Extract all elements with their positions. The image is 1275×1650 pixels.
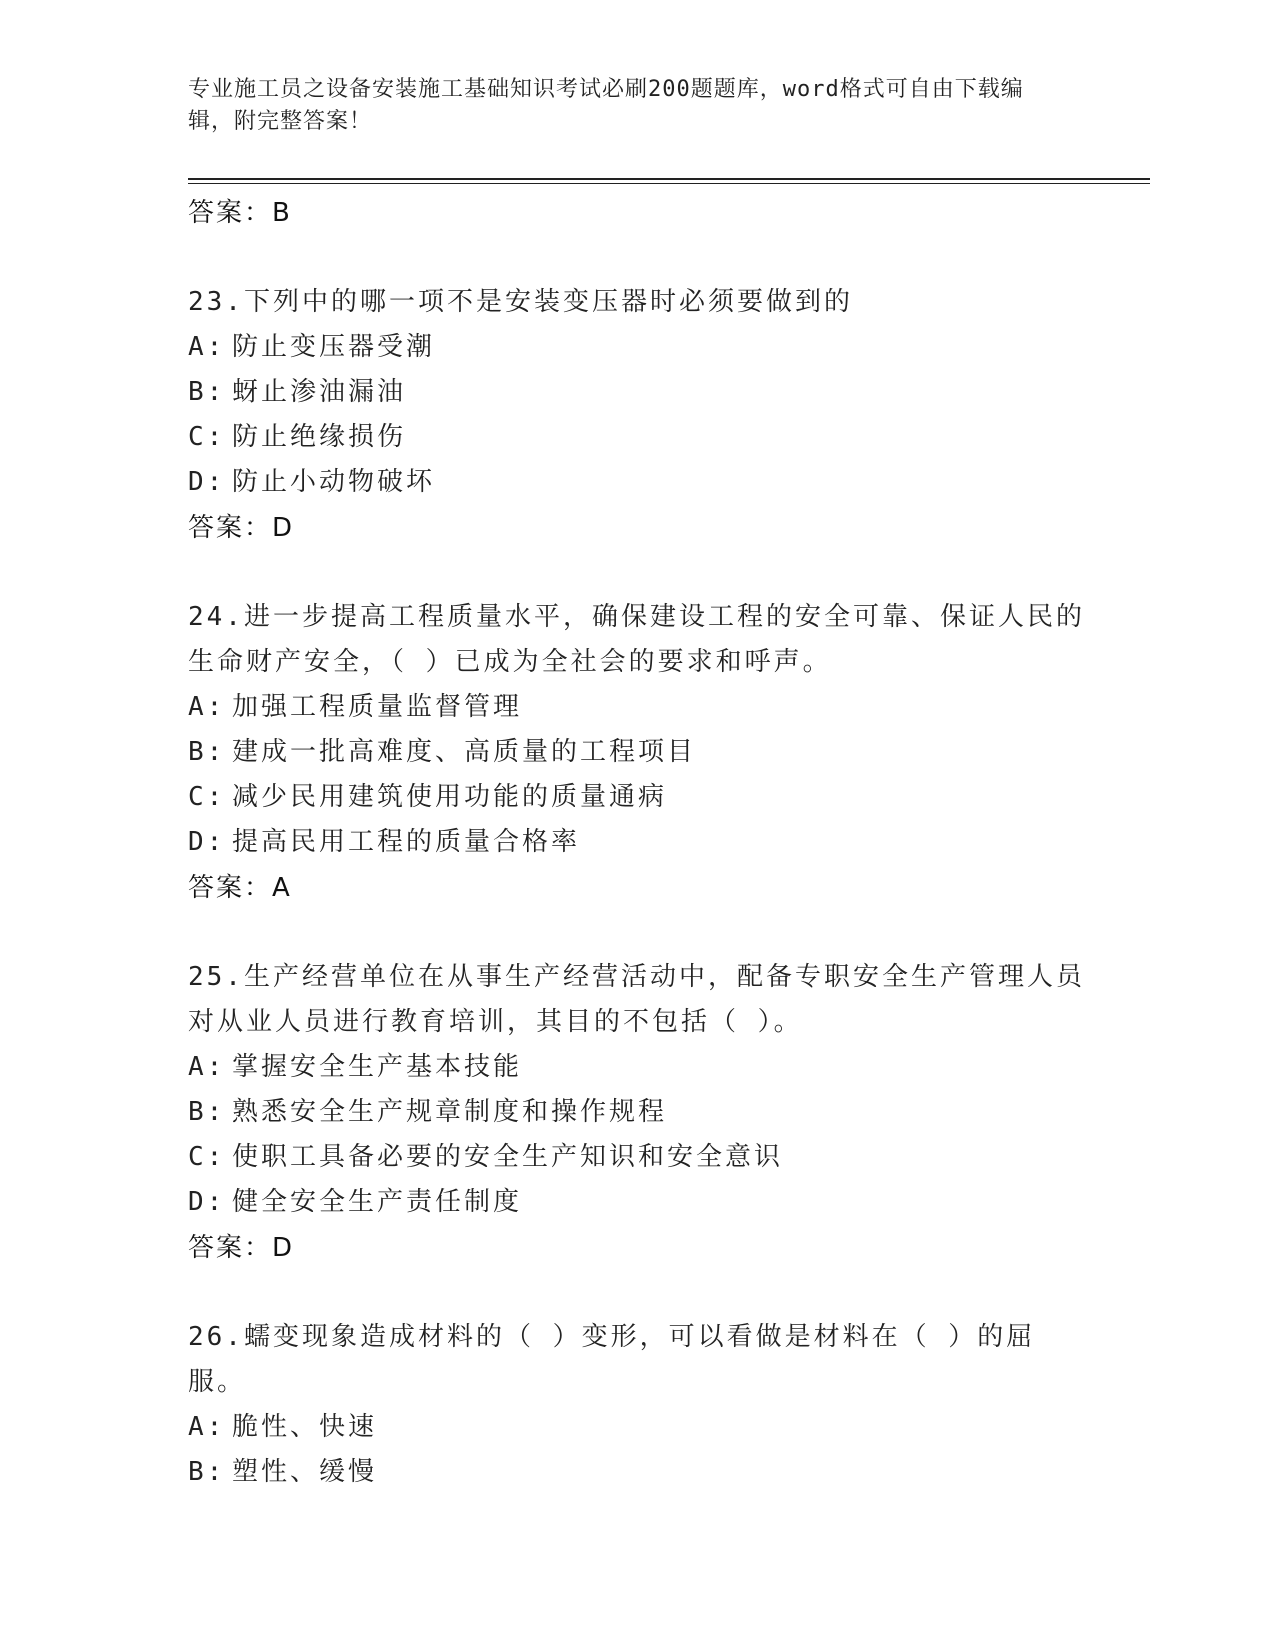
question-text: 26.蠕变现象造成材料的（ ）变形，可以看做是材料在（ ）的屈服。 — [188, 1322, 1036, 1397]
option-d — [188, 1180, 1088, 1225]
answer-label: 答案： — [188, 513, 273, 543]
option-c — [188, 1135, 1088, 1180]
answer-label: 答案： — [188, 198, 273, 228]
question-block — [188, 595, 1088, 911]
option-a — [188, 1045, 1088, 1090]
document-header: 专业施工员之设备安装施工基础知识考试必刷200题题库，word格式可自由下载编辑，附完整答案！ — [188, 77, 1024, 134]
answer-value: A — [272, 873, 292, 903]
answer-value: B — [272, 198, 292, 228]
option-d — [188, 820, 1088, 865]
header-divider-thin — [188, 183, 1150, 184]
option-text: 建成一批高难度、高质量的工程项目 — [232, 737, 697, 767]
option-letter: D: — [188, 1187, 226, 1217]
option-letter: B: — [188, 737, 226, 767]
option-text: 蚜止渗油漏油 — [232, 377, 407, 407]
option-a — [188, 685, 1088, 730]
option-letter: C: — [188, 782, 226, 812]
option-text: 熟悉安全生产规章制度和操作规程 — [232, 1097, 668, 1127]
option-text: 掌握安全生产基本技能 — [232, 1052, 523, 1082]
option-c — [188, 415, 1088, 460]
option-c — [188, 775, 1088, 820]
option-b — [188, 370, 1088, 415]
document-content — [188, 190, 1088, 1495]
question-block — [188, 1315, 1088, 1495]
answer-value: D — [272, 513, 295, 543]
option-text: 防止小动物破坏 — [232, 467, 436, 497]
option-b — [188, 1450, 1088, 1495]
option-letter: C: — [188, 1142, 226, 1172]
answer-label: 答案： — [188, 1233, 273, 1263]
option-text: 使职工具备必要的安全生产知识和安全意识 — [232, 1142, 784, 1172]
option-text: 脆性、快速 — [232, 1412, 378, 1442]
option-letter: B: — [188, 377, 226, 407]
option-a — [188, 1405, 1088, 1450]
question-text: 25.生产经营单位在从事生产经营活动中，配备专职安全生产管理人员对从业人员进行教育培训，其目的不包括（ ）。 — [188, 962, 1085, 1037]
answer-line — [188, 190, 1088, 236]
option-b — [188, 1090, 1088, 1135]
option-letter: A: — [188, 1412, 226, 1442]
option-text: 提高民用工程的质量合格率 — [232, 827, 581, 857]
answer-line — [188, 865, 1088, 911]
option-text: 健全安全生产责任制度 — [232, 1187, 523, 1217]
answer-line — [188, 505, 1088, 551]
option-letter: D: — [188, 827, 226, 857]
option-letter: A: — [188, 1052, 226, 1082]
answer-value: D — [272, 1233, 295, 1263]
option-text: 塑性、缓慢 — [232, 1457, 378, 1487]
option-letter: D: — [188, 467, 226, 497]
header-divider-thick — [188, 178, 1150, 180]
option-letter: B: — [188, 1097, 226, 1127]
question-text: 23.下列中的哪一项不是安装变压器时必须要做到的 — [188, 287, 853, 317]
spacer — [188, 911, 1088, 955]
spacer — [188, 551, 1088, 595]
answer-label: 答案： — [188, 873, 273, 903]
spacer — [188, 1271, 1088, 1315]
answer-line — [188, 1225, 1088, 1271]
option-a — [188, 325, 1088, 370]
spacer — [188, 236, 1088, 280]
option-text: 减少民用建筑使用功能的质量通病 — [232, 782, 668, 812]
option-text: 加强工程质量监督管理 — [232, 692, 523, 722]
question-block — [188, 280, 1088, 551]
question-text: 24.进一步提高工程质量水平，确保建设工程的安全可靠、保证人民的生命财产安全，（ ）已成为全社会的要求和呼声。 — [188, 602, 1085, 677]
option-letter: B: — [188, 1457, 226, 1487]
option-letter: C: — [188, 422, 226, 452]
option-letter: A: — [188, 332, 226, 362]
question-block — [188, 955, 1088, 1271]
option-letter: A: — [188, 692, 226, 722]
option-b — [188, 730, 1088, 775]
option-d — [188, 460, 1088, 505]
option-text: 防止变压器受潮 — [232, 332, 436, 362]
option-text: 防止绝缘损伤 — [232, 422, 407, 452]
